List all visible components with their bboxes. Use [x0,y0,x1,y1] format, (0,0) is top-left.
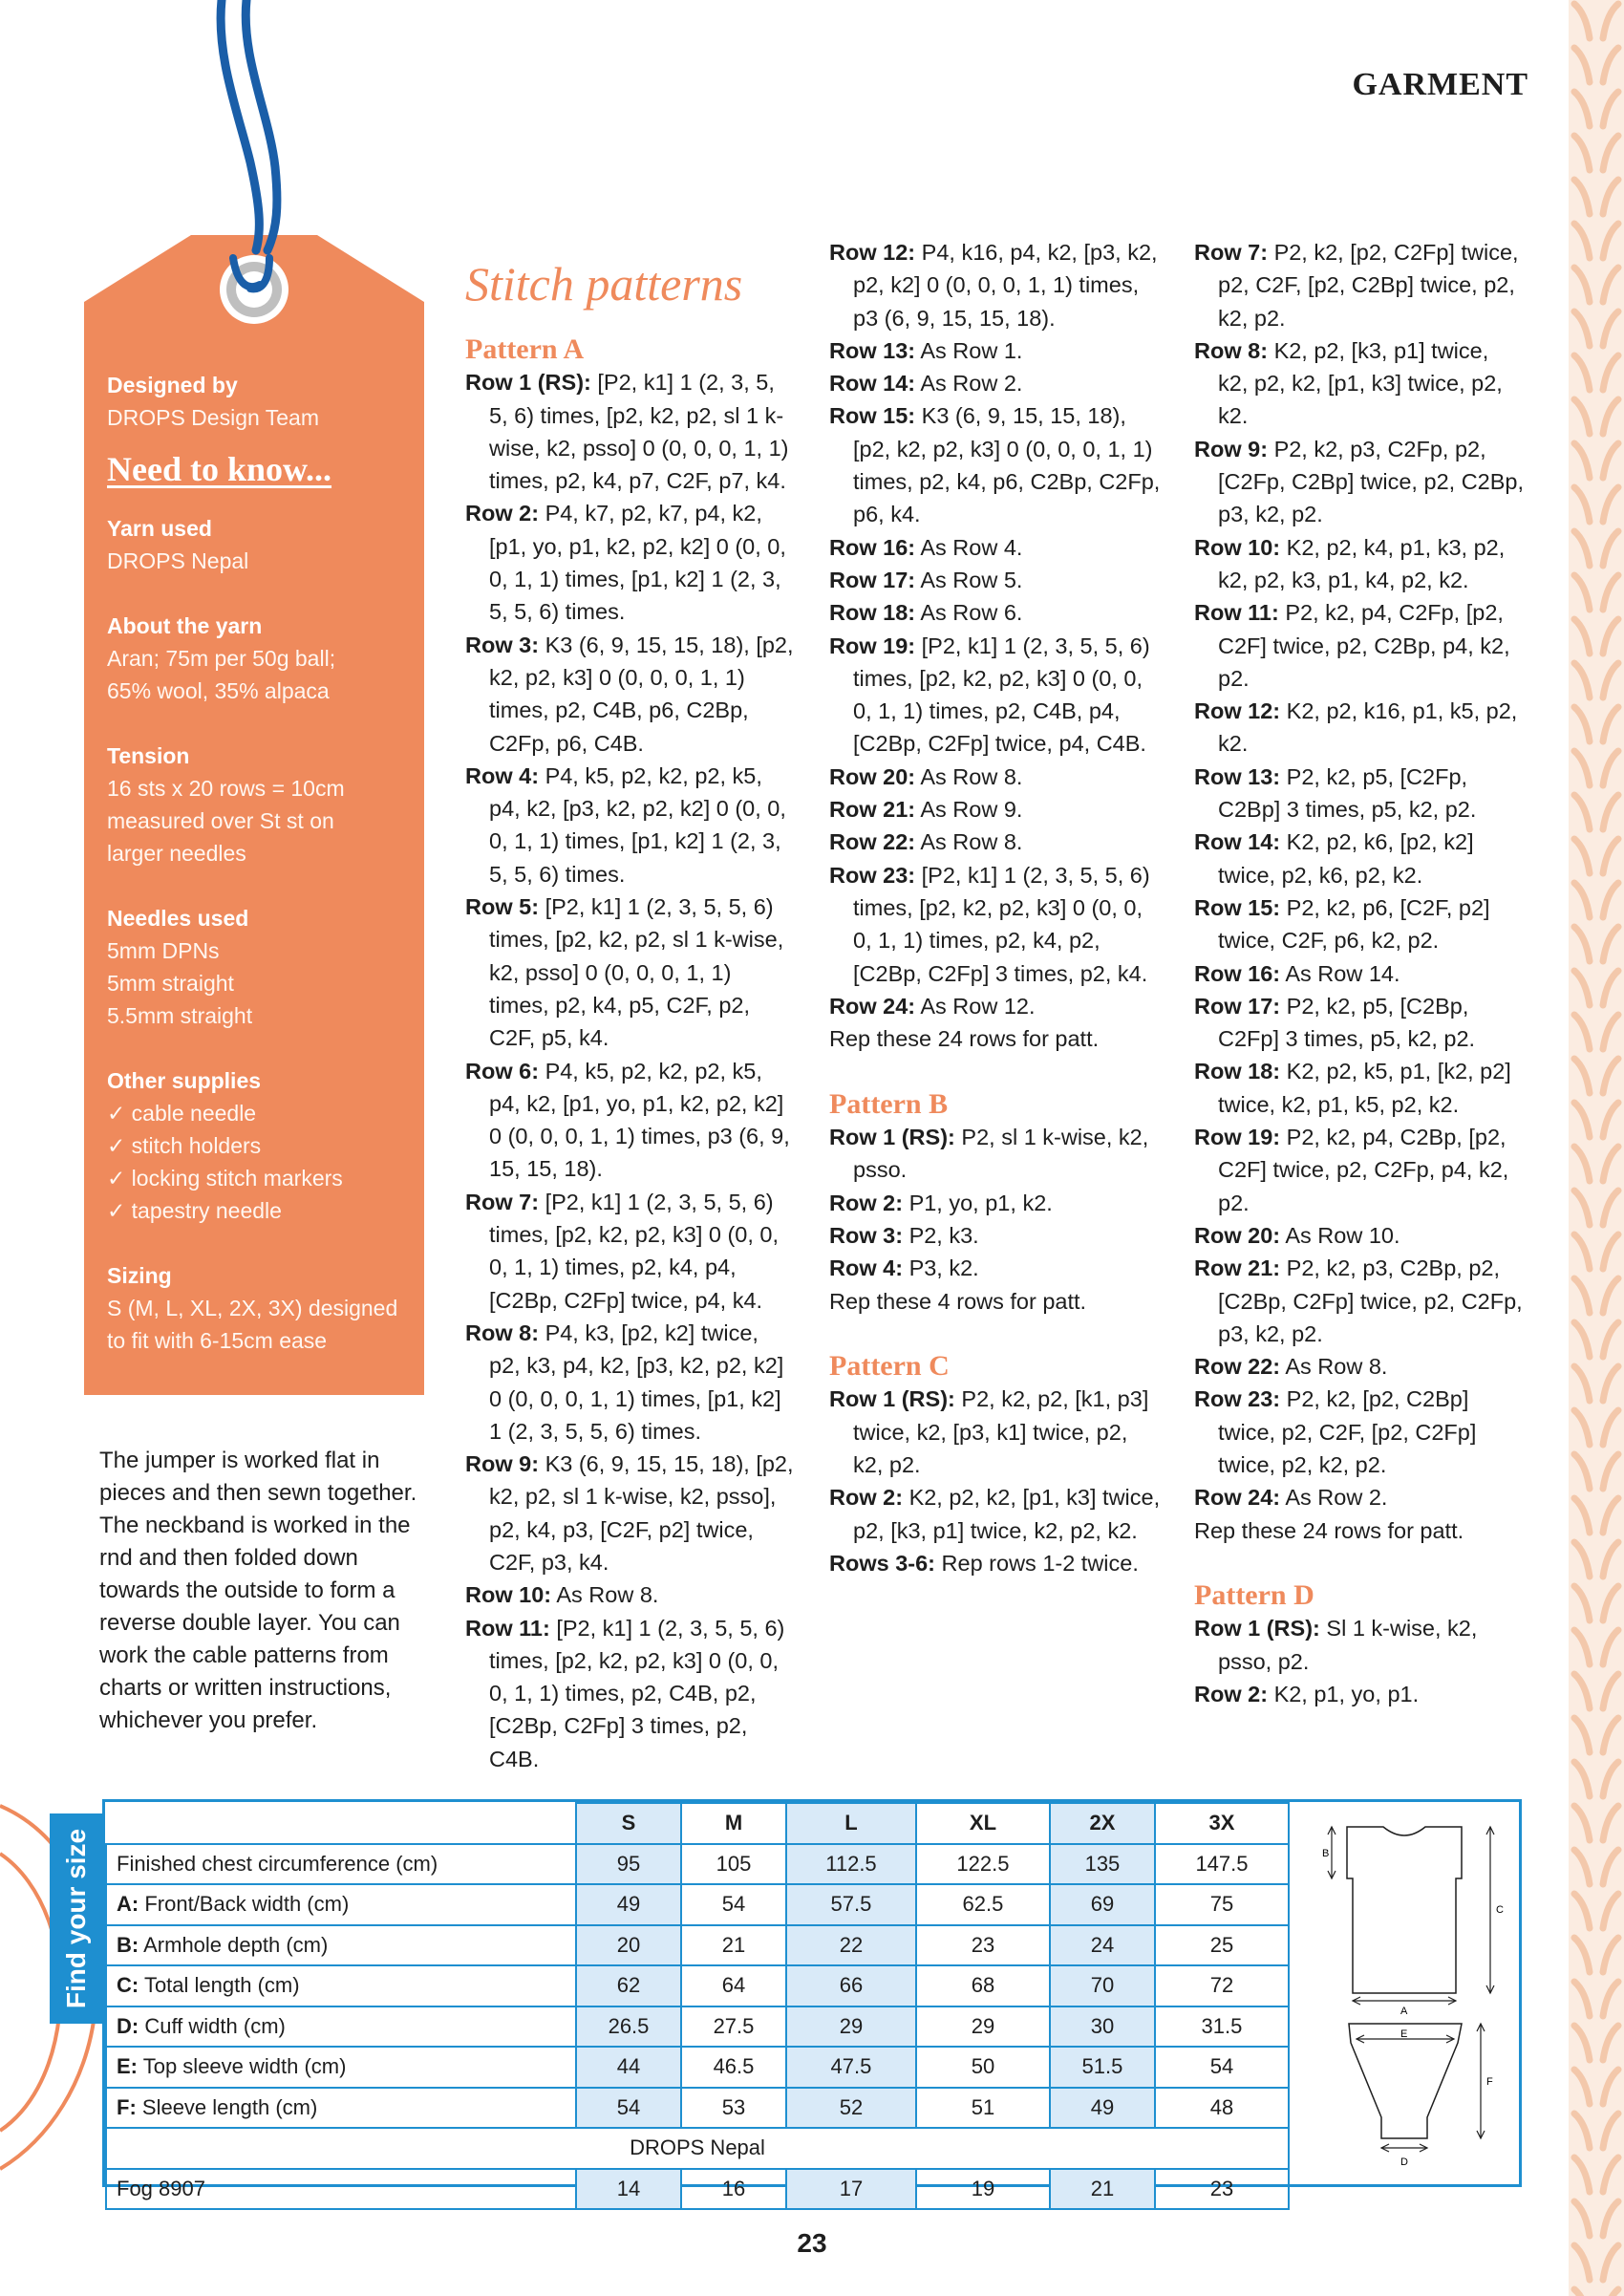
find-your-size-tab [50,1813,103,2024]
ball-count: 19 [916,2169,1050,2210]
row-instruction: P4, k7, p2, k7, p4, k2, [p1, yo, p1, k2, p2, k2] 0 (0, 0, 0, 1, 1) times, [p1, k2] 1 (2, 3, 5, 5, 6) times. [489,501,786,625]
row-label: Row 3: [465,632,540,657]
designed-by-label: Designed by [107,373,238,397]
tag-string [221,0,277,250]
pattern-a-title: Pattern A [465,333,585,365]
measurement-row [106,2006,1289,2048]
measurement-value: 49 [576,1884,681,1925]
pattern-row [829,531,1164,564]
row-instruction: As Row 5. [920,567,1023,592]
pattern-row [465,1055,795,1186]
supplies-item: ✓ cable needle [107,1101,257,1126]
diagram-label-b: B [1322,1848,1330,1859]
measurement-label: F: Sleeve length (cm) [106,2088,576,2129]
row-label: Row 17: [829,567,916,592]
decorative-edge-strip [1569,0,1624,2296]
row-label: Row 11: [465,1615,550,1641]
row-label: Row 2: [829,1485,904,1511]
row-label: Row 13: [829,337,916,363]
pattern-row [829,859,1164,990]
pattern-row [829,1383,1164,1481]
pattern-row [1194,1252,1524,1350]
yarn-name-cell: DROPS Nepal [106,2128,1289,2169]
row-instruction: P2, k2, p4, C2Bp, [p2, C2F] twice, p2, C2Fp, p4, k2, p2. [1218,1125,1509,1215]
measurement-label: Finished chest circumference (cm) [106,1844,576,1885]
row-label: Row 24: [829,993,916,1019]
row-label: Row 4: [829,1255,904,1281]
pattern-row [829,596,1164,629]
row-label: Row 8: [465,1320,540,1345]
row-label: Row 23: [1194,1386,1281,1412]
measurement-value: 105 [681,1844,786,1885]
measurement-row [106,1884,1289,1925]
row-label: Row 22: [1194,1354,1281,1380]
pattern-row [829,1252,1164,1284]
pattern-row [829,1121,1164,1187]
measurement-value: 54 [1155,2047,1289,2088]
row-instruction: As Row 8. [920,763,1023,789]
row-instruction: As Row 10. [1285,1222,1400,1248]
row-label: Row 1 (RS): [829,1125,955,1150]
measurement-value: 95 [576,1844,681,1885]
measurement-value: 47.5 [786,2047,916,2088]
row-instruction: [P2, k1] 1 (2, 3, 5, 5, 6) times, [p2, k2, p2, sl 1 k-wise, k2, psso] 0 (0, 0, 0, 1, 1) times, p2, k4, p7, C2F, p7, k4. [489,370,789,494]
size-header-row [106,1803,1289,1844]
row-label: Row 22: [829,829,916,855]
size-header-cell: XL [916,1803,1050,1844]
pattern-row [465,891,795,1054]
row-instruction: Rep rows 1-2 twice. [941,1550,1139,1576]
ball-count: 21 [1050,2169,1155,2210]
measurement-label: C: Total length (cm) [106,1965,576,2006]
row-instruction: [P2, k1] 1 (2, 3, 5, 5, 6) times, [p2, k2, p2, k3] 0 (0, 0, 0, 1, 1) times, p2, k4, p4, [C2Bp, C2Fp] twice, p4, k4. [489,1189,780,1313]
column-1 [465,333,795,1775]
pattern-row [1194,334,1524,433]
row-instruction: P1, yo, p1, k2. [908,1190,1053,1215]
need-to-know-heading: Need to know... [107,450,332,488]
measurement-value: 20 [576,1925,681,1966]
ball-count: 16 [681,2169,786,2210]
measurement-value: 72 [1155,1965,1289,2006]
size-header-cell: L [786,1803,916,1844]
row-label: Row 19: [1194,1125,1281,1150]
tension-line: larger needles [107,841,246,866]
row-label: Row 19: [829,633,916,658]
row-instruction: As Row 9. [920,797,1023,823]
pattern-row [1194,957,1524,990]
row-instruction: K2, p2, k2, [p1, k3] twice, p2, [k3, p1] twice, k2, p2, k2. [853,1485,1161,1543]
row-instruction: As Row 1. [920,337,1023,363]
garment-diagram [1290,1802,1519,2184]
row-label: Row 8: [1194,337,1269,363]
pattern-row [829,564,1164,596]
row-label: Row 9: [1194,436,1269,461]
stitch-patterns-title: Stitch patterns [465,257,743,311]
find-your-size-label: Find your size [61,1828,91,2009]
row-label: Row 20: [1194,1222,1281,1248]
row-label: Row 1 (RS): [1194,1616,1320,1642]
row-instruction: P4, k5, p2, k2, p2, k5, p4, k2, [p1, yo, p1, k2, p2, k2] 0 (0, 0, 0, 1, 1) times, p3 (6, 9, 15, 15, 18). [489,1058,790,1182]
row-label: Row 2: [465,501,540,526]
row-label: Row 16: [1194,960,1281,986]
row-label: Row 10: [1194,534,1281,560]
row-label: Row 6: [465,1058,540,1084]
row-label: Row 17: [1194,993,1281,1019]
row-instruction: As Row 8. [920,829,1023,855]
measurement-value: 64 [681,1965,786,2006]
pattern-row [465,1317,795,1448]
row-instruction: Sl 1 k-wise, k2, psso, p2. [1218,1616,1478,1674]
needles-label: Needles used [107,906,249,931]
yarn-label: Yarn used [107,516,212,541]
shade-row [106,2169,1289,2210]
pattern-row [465,760,795,891]
row-label: Rows 3-6: [829,1550,935,1576]
measurement-value: 68 [916,1965,1050,2006]
pattern-row [829,1481,1164,1547]
measurement-value: 31.5 [1155,2006,1289,2048]
supplies-item: ✓ locking stitch markers [107,1166,343,1191]
row-instruction: K2, p1, yo, p1. [1273,1682,1420,1707]
measurement-value: 30 [1050,2006,1155,2048]
row-instruction: P3, k2. [908,1255,979,1281]
size-header-cell: 2X [1050,1803,1155,1844]
pattern-repeat: Rep these 24 rows for patt. [1194,1517,1464,1543]
size-table [102,1799,1522,2200]
measurement-row [106,1844,1289,1885]
row-instruction: As Row 2. [920,371,1023,397]
row-instruction: K3 (6, 9, 15, 15, 18), [p2, k2, p2, k3] 0 (0, 0, 0, 1, 1) times, p2, C4B, p6, C2Bp, C2Fp, p6, C4B. [489,632,794,756]
measurement-value: 57.5 [786,1884,916,1925]
row-instruction: K2, p2, k6, [p2, k2] twice, p2, k6, p2, k2. [1218,829,1474,888]
measurement-value: 25 [1155,1925,1289,1966]
measurement-value: 122.5 [916,1844,1050,1885]
measurement-label: B: Armhole depth (cm) [106,1925,576,1966]
row-label: Row 21: [1194,1255,1281,1281]
supplies-item: ✓ tapestry needle [107,1198,282,1223]
pattern-row [829,793,1164,826]
pattern-row [1194,761,1524,826]
pattern-row [1194,1219,1524,1252]
measurement-value: 54 [576,2088,681,2129]
shade-label: Fog 8907 [106,2169,576,2210]
measurement-value: 48 [1155,2088,1289,2129]
measurement-label: D: Cuff width (cm) [106,2006,576,2048]
body-piece [1347,1827,1462,1993]
row-instruction: P2, k2, p6, [C2F, p2] twice, C2F, p6, k2, p2. [1218,894,1490,954]
diagram-label-e: E [1400,2028,1408,2040]
row-instruction: P2, k2, p3, C2Fp, p2, [C2Fp, C2Bp] twice, p2, C2Bp, p3, k2, p2. [1218,436,1525,527]
pattern-row [829,761,1164,793]
diagram-label-c: C [1496,1904,1504,1916]
pattern-d-title: Pattern D [1194,1579,1314,1612]
measurement-value: 62.5 [916,1884,1050,1925]
measurement-value: 29 [916,2006,1050,2048]
pattern-row [1194,1481,1524,1513]
row-instruction: P2, k2, p4, C2Fp, [p2, C2F] twice, p2, C2Bp, p4, k2, p2. [1218,600,1510,691]
measurement-value: 69 [1050,1884,1155,1925]
pattern-row [1194,891,1524,957]
column-3 [1194,236,1524,1710]
diagram-label-f: F [1486,2076,1493,2088]
pattern-row [829,1219,1164,1252]
yarn-value: DROPS Nepal [107,548,249,573]
measurement-value: 44 [576,2047,681,2088]
needles-item: 5.5mm straight [107,1003,253,1028]
row-instruction: K2, p2, [k3, p1] twice, k2, p2, k2, [p1, k3] twice, p2, k2. [1218,337,1503,429]
row-label: Row 16: [829,534,916,560]
about-label: About the yarn [107,613,263,638]
row-label: Row 14: [1194,829,1281,855]
measurement-row [106,1925,1289,1966]
row-label: Row 24: [1194,1485,1281,1511]
row-label: Row 1 (RS): [465,370,591,396]
row-instruction: As Row 12. [920,993,1036,1019]
row-instruction: P4, k5, p2, k2, p2, k5, p4, k2, [p3, k2, p2, k2] 0 (0, 0, 0, 1, 1) times, [p1, k2] 1 (2, 3, 5, 5, 6) times. [489,762,786,887]
row-instruction: P2, k2, p5, [C2Fp, C2Bp] 3 times, p5, k2, p2. [1218,763,1477,823]
row-instruction: K2, p2, k4, p1, k3, p2, k2, p2, k3, p1, k4, p2, k2. [1218,534,1506,592]
pattern-row [1194,1121,1524,1219]
pattern-row [1194,695,1524,761]
measurement-value: 75 [1155,1884,1289,1925]
row-label: Row 10: [465,1582,552,1608]
row-instruction: P2, sl 1 k-wise, k2, psso. [853,1125,1149,1183]
measurement-value: 70 [1050,1965,1155,2006]
row-label: Row 14: [829,371,916,397]
row-label: Row 12: [829,240,916,265]
row-label: Row 9: [465,1451,540,1477]
row-label: Row 20: [829,763,916,789]
measurement-row [106,2047,1289,2088]
row-instruction: P4, k3, [p2, k2] twice, p2, k3, p4, k2, [p3, k2, p2, k2] 0 (0, 0, 0, 1, 1) times, [p1, k2] 1 (2, 3, 5, 5, 6) times. [489,1320,784,1444]
diagram-label-d: D [1400,2157,1408,2168]
measurement-value: 50 [916,2047,1050,2088]
measurement-value: 29 [786,2006,916,2048]
tension-line: 16 sts x 20 rows = 10cm [107,776,345,801]
pattern-row [829,334,1164,367]
pattern-row [829,1547,1164,1579]
tension-label: Tension [107,743,190,768]
pattern-repeat: Rep these 24 rows for patt. [829,1026,1100,1052]
measurement-row [106,2088,1289,2129]
pattern-row [1194,1678,1524,1710]
pattern-row [465,1612,795,1775]
measurement-value: 46.5 [681,2047,786,2088]
pattern-row [465,1448,795,1578]
pattern-row [465,366,795,497]
row-label: Row 15: [829,403,916,429]
pattern-row [829,630,1164,761]
pattern-row [1194,236,1524,334]
ball-count: 14 [576,2169,681,2210]
row-instruction: P4, k16, p4, k2, [p3, k2, p2, k2] 0 (0, 0, 0, 1, 1) times, p3 (6, 9, 15, 15, 18). [853,240,1158,331]
ball-count: 23 [1155,2169,1289,2210]
ball-count: 17 [786,2169,916,2210]
about-line: 65% wool, 35% alpaca [107,678,330,703]
measurement-value: 51 [916,2088,1050,2129]
pattern-row [465,1578,795,1611]
pattern-row [829,399,1164,530]
measurement-value: 54 [681,1884,786,1925]
supplies-label: Other supplies [107,1068,262,1093]
size-header-blank [106,1803,576,1844]
pattern-row [1194,990,1524,1056]
row-instruction: [P2, k1] 1 (2, 3, 5, 5, 6) times, [p2, k2, p2, sl 1 k-wise, k2, psso] 0 (0, 0, 0, 1, 1) times, p2, k4, p5, C2F, p2, C2F, p5, k4. [489,894,784,1051]
pattern-b-title: Pattern B [829,1087,949,1120]
measurement-row [106,1965,1289,2006]
measurement-value: 53 [681,2088,786,2129]
row-instruction: [P2, k1] 1 (2, 3, 5, 5, 6) times, [p2, k2, p2, k3] 0 (0, 0, 0, 1, 1) times, p2, k4, p2, [C2Bp, C2Fp] 3 times, p2, k4. [853,862,1150,986]
row-instruction: As Row 14. [1285,960,1400,986]
row-instruction: K2, p2, k5, p1, [k2, p2] twice, k2, p1, k5, p2, k2. [1218,1059,1511,1117]
row-instruction: As Row 8. [1285,1354,1388,1380]
page-number: 23 [797,2228,827,2258]
measurement-value: 52 [786,2088,916,2129]
row-label: Row 21: [829,797,916,823]
measurement-value: 27.5 [681,2006,786,2048]
row-instruction: P2, k2, [p2, C2Fp] twice, p2, C2F, [p2, C2Bp] twice, p2, k2, p2. [1218,240,1519,331]
pattern-row [1194,1055,1524,1121]
pattern-row [829,367,1164,399]
pattern-row [1194,1350,1524,1383]
sleeve-piece [1349,2024,1462,2138]
row-label: Row 2: [1194,1682,1269,1707]
intro-paragraph: The jumper is worked flat in pieces and then sewn together. The neckband is worked in the rnd and then folded down towards the outside to form a reverse double layer. You can work the cable patterns from charts or written instructions, whichever you prefer. [99,1448,417,1733]
row-label: Row 11: [1194,600,1279,626]
row-label: Row 13: [1194,763,1281,789]
measurement-label: A: Front/Back width (cm) [106,1884,576,1925]
row-instruction: P2, k3. [908,1222,979,1248]
pattern-row [829,236,1164,334]
sizing-line: to fit with 6-15cm ease [107,1328,328,1353]
measurement-value: 49 [1050,2088,1155,2129]
pattern-row [829,1187,1164,1219]
row-label: Row 7: [1194,240,1269,265]
sizing-label: Sizing [107,1263,172,1288]
pattern-row [1194,433,1524,531]
pattern-row [465,497,795,628]
measurement-value: 147.5 [1155,1844,1289,1885]
measurement-value: 26.5 [576,2006,681,2048]
diagram-label-a: A [1400,2006,1408,2017]
row-label: Row 18: [829,600,916,626]
pattern-row [829,826,1164,858]
row-instruction: As Row 8. [556,1582,659,1608]
measurement-value: 22 [786,1925,916,1966]
column-2 [829,236,1164,1579]
measurement-value: 24 [1050,1925,1155,1966]
row-label: Row 1 (RS): [829,1386,955,1412]
size-table-grid [105,1802,1290,2210]
row-instruction: K2, p2, k16, p1, k5, p2, k2. [1218,698,1518,757]
row-instruction: As Row 4. [920,534,1023,560]
pattern-repeat: Rep these 4 rows for patt. [829,1288,1087,1314]
row-label: Row 7: [465,1189,540,1214]
sizing-line: S (M, L, XL, 2X, 3X) designed [107,1296,398,1320]
measurement-value: 51.5 [1050,2047,1155,2088]
row-instruction: [P2, k1] 1 (2, 3, 5, 5, 6) times, [p2, k2, p2, k3] 0 (0, 0, 0, 1, 1) times, p2, C4B, p4, [C2Bp, C2Fp] twice, p4, C4B. [853,633,1150,757]
measurement-label: E: Top sleeve width (cm) [106,2047,576,2088]
row-instruction: P2, k2, p5, [C2Bp, C2Fp] 3 times, p5, k2, p2. [1218,993,1476,1052]
row-label: Row 2: [829,1190,904,1215]
row-instruction: P2, k2, p3, C2Bp, p2, [C2Bp, C2Fp] twice, p2, C2Fp, p3, k2, p2. [1218,1255,1523,1346]
row-instruction: As Row 2. [1285,1485,1388,1511]
supplies-item: ✓ stitch holders [107,1133,262,1158]
about-line: Aran; 75m per 50g ball; [107,646,336,671]
row-label: Row 12: [1194,698,1281,724]
row-label: Row 18: [1194,1059,1281,1084]
tag-content [107,369,422,1357]
size-header-cell: 3X [1155,1803,1289,1844]
designed-by-value: DROPS Design Team [107,405,319,430]
row-instruction: P2, k2, [p2, C2Bp] twice, p2, C2F, [p2, C2Fp] twice, p2, k2, p2. [1218,1386,1477,1477]
row-instruction: As Row 6. [920,600,1023,626]
measurement-value: 23 [916,1925,1050,1966]
pattern-row [1194,1612,1524,1678]
pattern-c-title: Pattern C [829,1350,950,1383]
measurement-value: 135 [1050,1844,1155,1885]
yarn-row [106,2128,1289,2169]
row-label: Row 3: [829,1222,904,1248]
pattern-row [1194,596,1524,695]
size-header-cell: M [681,1803,786,1844]
measurement-value: 21 [681,1925,786,1966]
pattern-row [1194,531,1524,597]
pattern-row [465,629,795,760]
pattern-row [829,990,1164,1022]
row-label: Row 23: [829,862,916,888]
row-label: Row 5: [465,894,540,920]
pattern-row [1194,1383,1524,1481]
needles-item: 5mm straight [107,971,234,996]
measurement-value: 62 [576,1965,681,2006]
row-instruction: P2, k2, p2, [k1, p3] twice, k2, [p3, k1] twice, p2, k2, p2. [853,1386,1149,1477]
size-header-cell: S [576,1803,681,1844]
section-label: GARMENT [1352,67,1528,102]
row-label: Row 15: [1194,894,1281,920]
row-instruction: [P2, k1] 1 (2, 3, 5, 5, 6) times, [p2, k2, p2, k3] 0 (0, 0, 0, 1, 1) times, p2, C4B, p2, [C2Bp, C2Fp] 3 times, p2, C4B. [489,1615,785,1771]
pattern-row [1194,826,1524,891]
pattern-row [465,1186,795,1317]
measurement-value: 112.5 [786,1844,916,1885]
row-label: Row 4: [465,762,540,788]
row-instruction: K3 (6, 9, 15, 15, 18), [p2, k2, p2, sl 1 k-wise, k2, psso], p2, k4, p3, [C2F, p2] twice, C2F, p3, k4. [489,1451,794,1575]
measurement-value: 66 [786,1965,916,2006]
tension-line: measured over St st on [107,808,334,833]
row-instruction: K3 (6, 9, 15, 15, 18), [p2, k2, p2, k3] 0 (0, 0, 0, 1, 1) times, p2, k4, p6, C2Bp, C2Fp, p6, k4. [853,403,1161,527]
needles-item: 5mm DPNs [107,938,220,963]
